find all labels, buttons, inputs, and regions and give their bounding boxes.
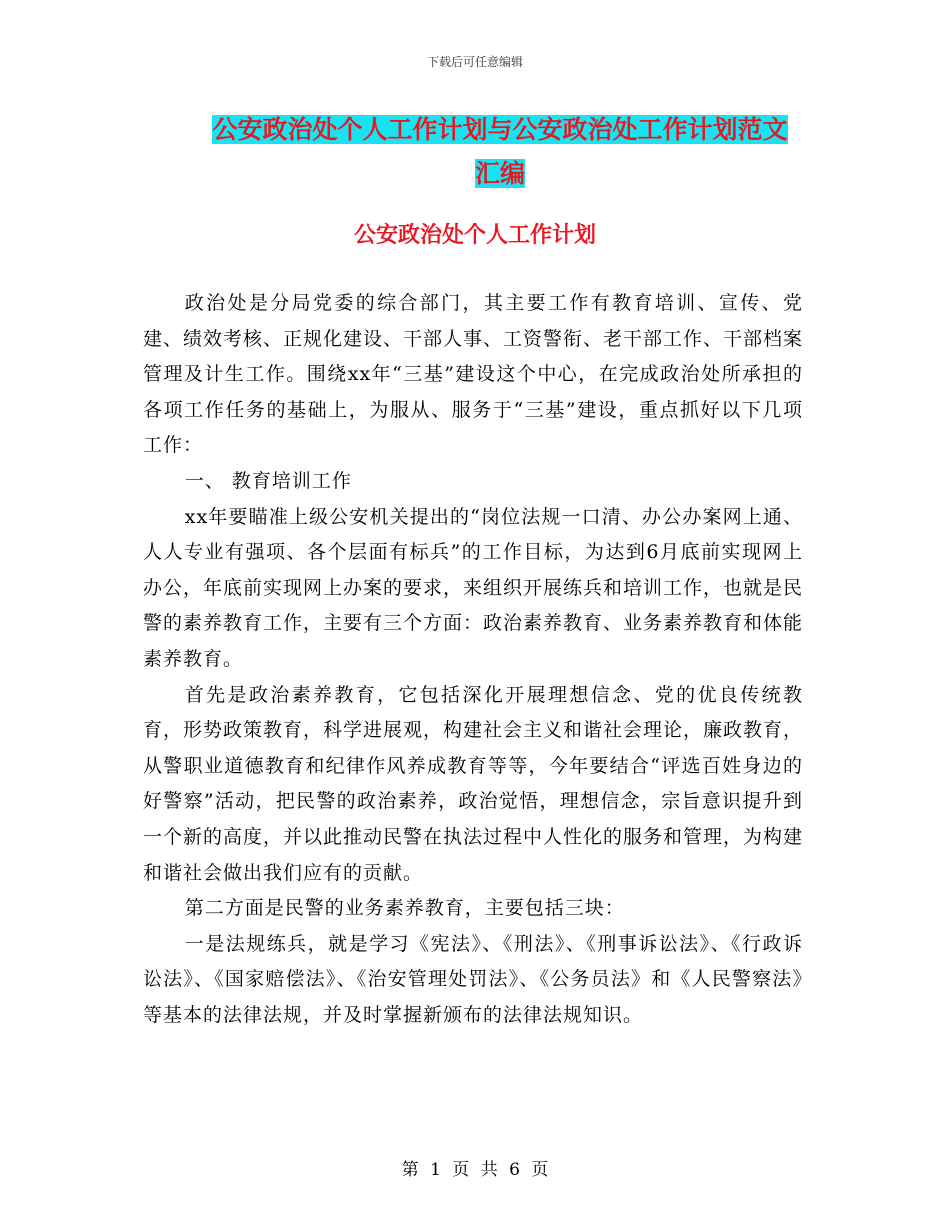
page-footer: 第 1 页 共 6 页 xyxy=(401,1160,549,1180)
section-title: 公安政治处个人工作计划 xyxy=(353,222,596,248)
body-text xyxy=(143,286,803,1033)
paragraph-intro: 政治处是分局党委的综合部门，其主要工作有教育培训、宣传、党建、绩效考核、正规化建设、干部人事、工资警衔、老干部工作、干部档案管理及计生工作。围绕xx年“三基”建设这个中心，在完成政治处所承担的各项工作任务的基础上，为服从、服务于“三基”建设，重点抓好以下几项工作： xyxy=(143,292,804,457)
paragraph-heading-education: 一、 教育培训工作 xyxy=(184,469,352,492)
paragraph-training-goals: xx年要瞄准上级公安机关提出的“岗位法规一口清、办公办案网上通、人人专业有强项、各个层面有标兵”的工作目标，为达到6月底前实现网上办公，年底前实现网上办案的要求，来组织开展练兵和培训工作，也就是民警的素养教育工作，主要有三个方面：政治素养教育、业务素养教育和体能素养教育。 xyxy=(143,505,804,670)
paragraph-law-training: 一是法规练兵，就是学习《宪法》、《刑法》、《刑事诉讼法》、《行政诉讼法》、《国家赔偿法》、《治安管理处罚法》、《公务员法》和《人民警察法》等基本的法律法规，并及时掌握新颁布的法律法规知识。 xyxy=(143,932,803,1026)
main-title xyxy=(190,108,810,196)
paragraph-professional-education: 第二方面是民警的业务素养教育，主要包括三块： xyxy=(184,897,625,920)
paragraph-political-education: 首先是政治素养教育，它包括深化开展理想信念、党的优良传统教育，形势政策教育，科学进展观，构建社会主义和谐社会理论，廉政教育，从警职业道德教育和纪律作风养成教育等等，今年要结合“评选百姓身边的好警察”活动，把民警的政治素养，政治觉悟，理想信念，宗旨意识提升到一个新的高度，并以此推动民警在执法过程中人性化的服务和管理，为构建和谐社会做出我们应有的贡献。 xyxy=(143,683,804,884)
main-title-line-1: 公安政治处个人工作计划与公安政治处工作计划范文 xyxy=(212,115,788,144)
header-note: 下载后可任意编辑 xyxy=(426,55,523,69)
main-title-line-2: 汇编 xyxy=(474,159,525,188)
